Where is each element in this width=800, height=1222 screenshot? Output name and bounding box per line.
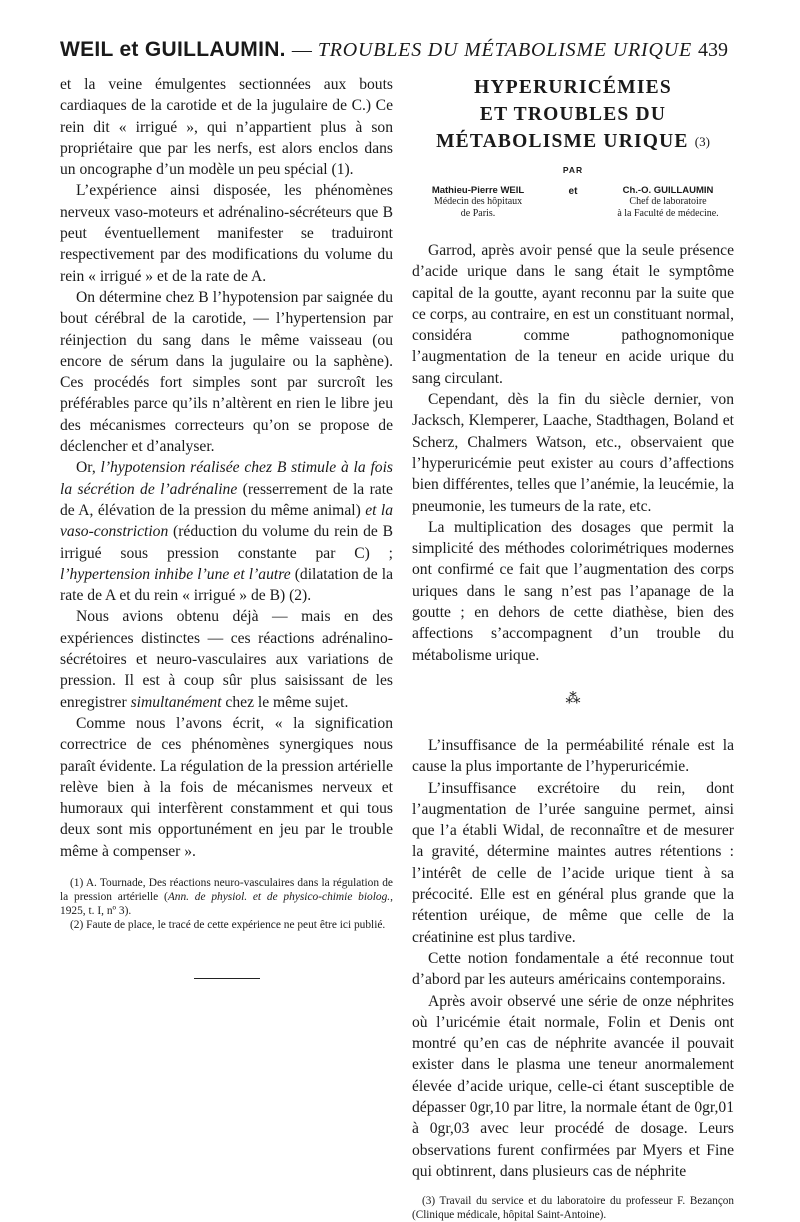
title-line: ET TROUBLES DU [479, 104, 667, 125]
author-role: à la Faculté de médecine. [617, 208, 719, 219]
italic-emphasis: l’hypotension réalisée chez B stimule à la fois la sécrétion de l’adrénaline [60, 459, 393, 498]
article-title [412, 74, 734, 155]
paragraph: La multiplication des dosages que permit la simplicité des méthodes colorimétriques modernes ont confirmé ce fait que l’augmentation des corps uriques dans le sang n’est pas l’apanage de la goutte ; en dehors de cette diathèse, bien des affections s’accompagnent d’un trouble du métabolisme urique. [412, 518, 734, 664]
bylines [412, 185, 734, 220]
italic-emphasis: l’hypertension inhibe l’une et l’autre [60, 565, 291, 583]
author-2 [602, 185, 734, 220]
right-column [412, 74, 734, 1222]
title-footnote-ref: (3) [694, 134, 710, 149]
asterism-separator: ⁂ [565, 690, 581, 707]
paragraph: On détermine chez B l’hypotension par saignée du bout cérébral de la carotide, — l’hypertension par réinjection du sang dans le même vaisseau (ou encore de sérum dans la jugulaire ou la saphène). Ces procédés fort simples sont par surcroît les préférables parce qu’ils n’altèrent en rien le libre jeu des mécanismes correcteurs qu’on se propose de déclencher et d’analyser. [60, 288, 393, 456]
italic-emphasis: et la vaso-constriction [60, 501, 393, 541]
author-role: Médecin des hôpitaux [433, 196, 523, 207]
header-running-title: TROUBLES DU MÉTABOLISME URIQUE [317, 39, 692, 61]
footnotes-left [60, 876, 393, 932]
article-body [412, 240, 734, 1182]
paragraph: Après avoir observé une série de onze néphrites où l’uricémie était normale, Folin et Denis ont montré qu’en cas de néphrite avancée il pouvait exister dans le plasma une teneur anormalement élevée d’acide urique, celle-ci étant susceptible de dépasser 0gr,10 par litre, la normale étant de 0gr,01 à 0gr,03 avec leur procédé de dosage. Leurs observations furent confirmées par Myers et Fine qui obtinrent, dans plusieurs cas de néphrite [412, 992, 734, 1180]
footnote-3: (3) Travail du service et du laboratoire du professeur F. Bezançon (Clinique médicale, hôpital Saint-Antoine). [412, 1195, 734, 1222]
header-dash: — [291, 39, 312, 61]
paragraph: L’expérience ainsi disposée, les phénomènes nerveux vaso-moteurs et adrénalino-sécréteurs que B peut éventuellement manifester se traduiront respectivement par des modifications du volume du rein « irrigué » et de la rate de A. [60, 182, 393, 285]
paragraph: L’insuffisance excrétoire du rein, dont l’augmentation de l’urée sanguine permet, ainsi que l’a établi Widal, de reconnaître et de mesurer la gravité, détermine maintes autres rétentions : l’intérêt de celle de l’acide urique tient à sa précocité. Elle est en général plus grande que la rétention uréique, de même que celle de la créatinine est plus tardive. [412, 779, 734, 946]
paragraph: L’insuffisance de la perméabilité rénale est la cause la plus importante de l’hyperuricémie. [412, 736, 734, 776]
paragraph: Comme nous l’avons écrit, « la signification correctrice de ces phénomènes synergiques nous paraît évidente. La régulation de la pression artérielle relève bien à la fois de mécanismes nerveux et humoraux qui interfèrent constamment et qui tous deux sont mis opportunément en jeu par le trouble même à compenser ». [60, 714, 393, 860]
by-label: PAR [562, 165, 584, 175]
author-name: Ch.-O. GUILLAUMIN [622, 185, 714, 196]
page-number: 439 [697, 39, 728, 61]
header-authors: WEIL et GUILLAUMIN. [60, 38, 286, 61]
paragraph: Cette notion fondamentale a été reconnue tout d’abord par les auteurs américains contemporains. [412, 949, 734, 989]
italic-emphasis: simultanément [130, 693, 222, 711]
left-column [60, 74, 393, 979]
footnote-1: (1) A. Tournade, Des réactions neuro-vasculaires dans la régulation de la pression artérielle (Ann. de physiol. et de physico-chimie biolog., 1925, t. I, nº 3). [60, 876, 393, 917]
paragraph: Or, l’hypotension réalisée chez B stimule à la fois la sécrétion de l’adrénaline (resserrement de la rate de A, élévation de la pression du même animal) et la vaso-constriction (réduction du volume du rein de B irrigué sous pression constante par C) ; l’hypertension inhibe l’une et l’autre (dilatation de la rate de A et du rein « irrigué » de B) (2). [60, 459, 393, 605]
paragraph: Nous avions obtenu déjà — mais en des expériences distinctes — ces réactions adrénalino-sécrétoires et neuro-vasculaires aux variations de pression. Il est à coup sûr plus saisissant de les enregistrer simultanément chez le même sujet. [60, 608, 393, 711]
paragraph: Garrod, après avoir pensé que la seule présence d’acide urique dans le sang était le symptôme capital de la goutte, ayant reconnu par la suite que ce corps, au contraire, en est un constituant normal, considéra comme pathognomonique l’augmentation de la teneur en acide urique du sang circulant. [412, 242, 734, 387]
title-line: HYPERURICÉMIES [474, 77, 672, 98]
title-line: MÉTABOLISME URIQUE $^{(3)}$ [436, 131, 710, 152]
end-rule [194, 978, 260, 979]
paragraph: et la veine émulgentes sectionnées aux bouts cardiaques de la carotide et de la jugulaire de C.) Ce rein dit « irrigué », qui n’appartient plus à son propriétaire que par les nerfs, est alors enclos dans un oncographe d’un modèle un peu spécial (1). [60, 76, 393, 179]
footnote-2: (2) Faute de place, le tracé de cette expérience ne peut être ici publié. [70, 918, 386, 931]
author-conjunction: et [568, 186, 578, 197]
running-header [60, 38, 740, 68]
author-1 [412, 185, 544, 220]
author-name: Mathieu-Pierre WEIL [431, 185, 525, 196]
author-role: Chef de laboratoire [629, 196, 707, 207]
paragraph: Cependant, dès la fin du siècle dernier, von Jacksch, Klemperer, Laache, Stadthagen, Boland et Scherz, Chalmers Watson, etc., observaient que l’hyperuricémie peut exister au cours d’affections bien différentes, telles que l’anémie, la leucémie, la pneumonie, les tumeurs de la rate, etc. [412, 391, 734, 515]
author-role: de Paris. [460, 208, 496, 219]
